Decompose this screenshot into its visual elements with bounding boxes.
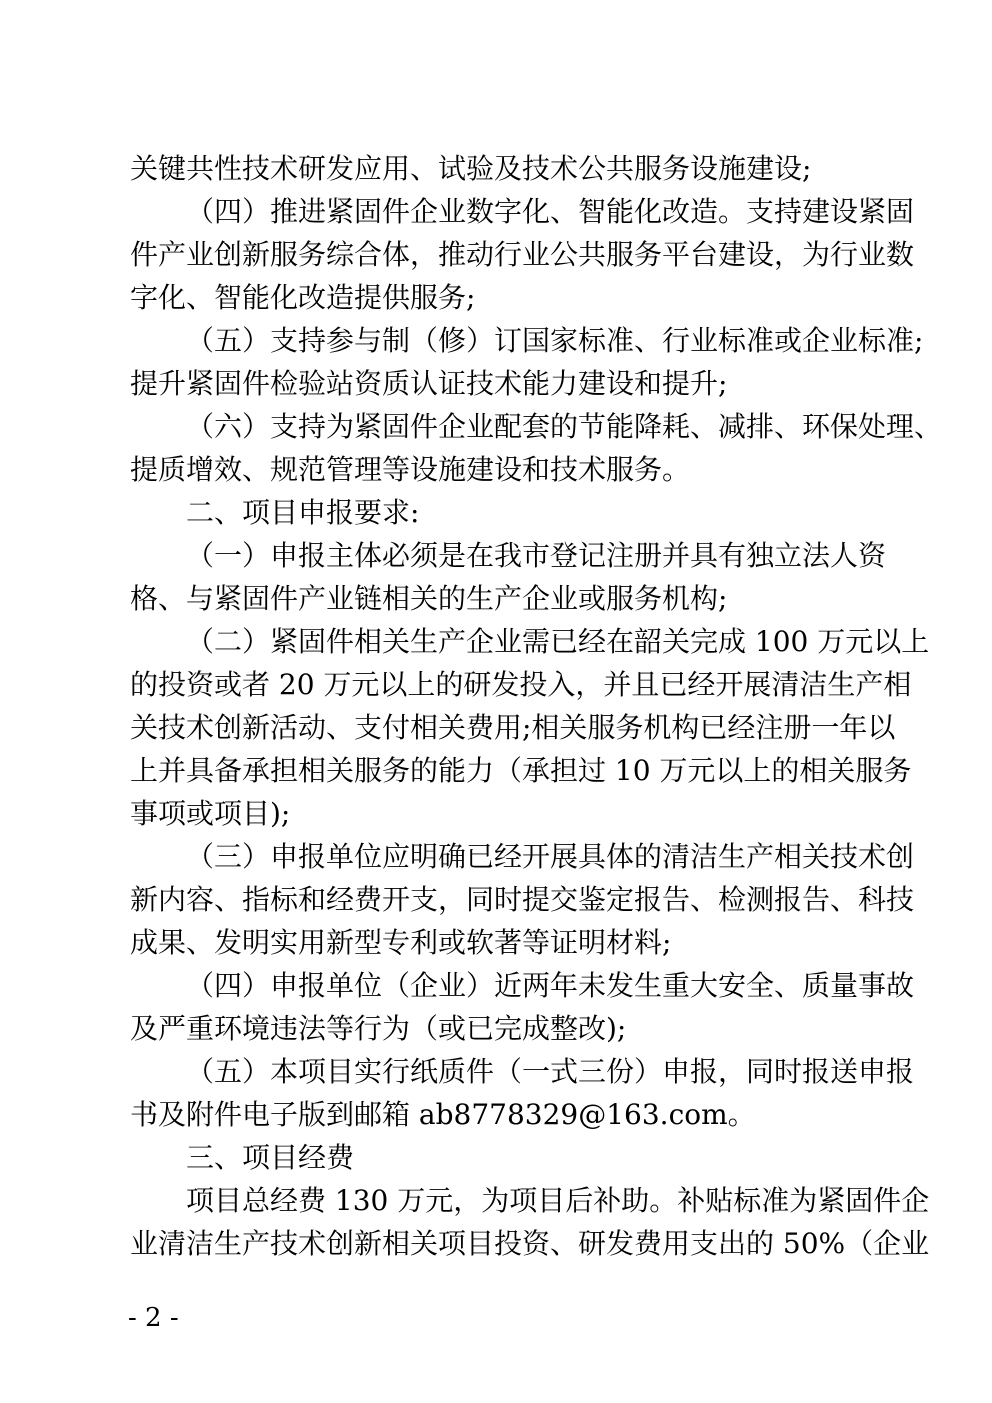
body-text-line: 事项或项目); bbox=[130, 797, 291, 830]
body-text-line: 关技术创新活动、支付相关费用;相关服务机构已经注册一年以 bbox=[130, 711, 896, 744]
section-heading: 二、项目申报要求: bbox=[186, 496, 420, 529]
page-number: - 2 - bbox=[128, 1303, 179, 1333]
body-text-line: （四）推进紧固件企业数字化、智能化改造。支持建设紧固 bbox=[186, 195, 915, 228]
body-text-line: （二）紧固件相关生产企业需已经在韶关完成 100 万元以上 bbox=[186, 625, 930, 658]
body-text-line: 书及附件电子版到邮箱 ab8778329@163.com。 bbox=[130, 1098, 756, 1131]
body-text-line: （五）支持参与制（修）订国家标准、行业标准或企业标准; bbox=[186, 324, 924, 357]
body-text-line: 及严重环境违法等行为（或已完成整改); bbox=[130, 1012, 627, 1045]
body-text-line: 成果、发明实用新型专利或软著等证明材料; bbox=[130, 926, 672, 959]
section-heading: 三、项目经费 bbox=[186, 1141, 355, 1174]
body-text-line: 字化、智能化改造提供服务; bbox=[130, 281, 476, 314]
body-text-line: （三）申报单位应明确已经开展具体的清洁生产相关技术创 bbox=[186, 840, 915, 873]
body-text-line: （五）本项目实行纸质件（一式三份）申报，同时报送申报 bbox=[186, 1055, 915, 1088]
body-text-line: （六）支持为紧固件企业配套的节能降耗、减排、环保处理、 bbox=[186, 410, 943, 443]
body-text-line: 的投资或者 20 万元以上的研发投入，并且已经开展清洁生产相 bbox=[130, 668, 912, 701]
body-text-line: 业清洁生产技术创新相关项目投资、研发费用支出的 50%（企业 bbox=[130, 1227, 930, 1260]
body-text-line: （四）申报单位（企业）近两年未发生重大安全、质量事故 bbox=[186, 969, 915, 1002]
body-text-line: 新内容、指标和经费开支，同时提交鉴定报告、检测报告、科技 bbox=[130, 883, 915, 916]
body-text-line: 关键共性技术研发应用、试验及技术公共服务设施建设; bbox=[130, 152, 812, 185]
body-text-line: （一）申报主体必须是在我市登记注册并具有独立法人资 bbox=[186, 539, 887, 572]
body-text-line: 上并具备承担相关服务的能力（承担过 10 万元以上的相关服务 bbox=[130, 754, 912, 787]
body-text-line: 格、与紧固件产业链相关的生产企业或服务机构; bbox=[130, 582, 728, 615]
body-text-line: 提质增效、规范管理等设施建设和技术服务。 bbox=[130, 453, 691, 486]
body-text-line: 件产业创新服务综合体，推动行业公共服务平台建设，为行业数 bbox=[130, 238, 915, 271]
body-text-line: 项目总经费 130 万元，为项目后补助。补贴标准为紧固件企 bbox=[186, 1184, 930, 1217]
body-text-line: 提升紧固件检验站资质认证技术能力建设和提升; bbox=[130, 367, 728, 400]
